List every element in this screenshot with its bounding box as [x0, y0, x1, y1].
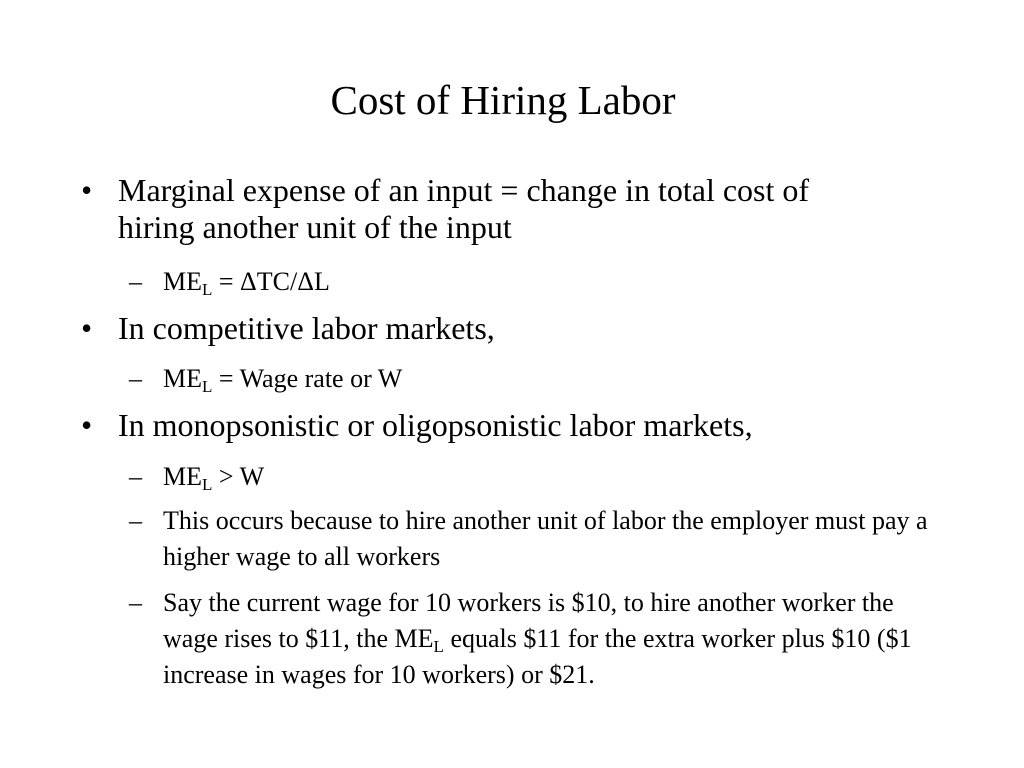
text-prefix: Say the current wage for 10 workers is $10, to hire another worker the wage rises to $11, the ME [163, 588, 894, 653]
slide-title: Cost of Hiring Labor [330, 77, 676, 123]
subscript: L [202, 475, 213, 494]
bullet-item [81, 310, 878, 347]
dash-marker: – [129, 267, 142, 296]
sub-bullet-item [129, 264, 933, 300]
bullet-text: Marginal expense of an input = change in total cost of hiring another unit of the input [118, 172, 810, 245]
formula-suffix: = ΔTC/ΔL [212, 267, 330, 296]
formula-prefix: ME [163, 462, 202, 491]
dash-marker: – [129, 364, 142, 393]
text-suffix: equals $11 for the extra worker plus $10 ($1 increase in wages for 10 workers) or $21. [163, 624, 912, 689]
formula-text [163, 267, 330, 299]
subscript: L [202, 377, 213, 396]
subscript: L [202, 280, 213, 299]
sub-bullet-text [163, 588, 912, 689]
bullet-text: In monopsonistic or oligopsonistic labor markets, [118, 407, 753, 443]
formula-suffix: > W [212, 462, 265, 491]
formula-prefix: ME [163, 364, 202, 393]
formula-text [163, 462, 265, 494]
bullet-marker: • [81, 172, 93, 208]
sub-bullet-item [129, 585, 933, 693]
sub-bullet-item [129, 503, 933, 575]
formula-prefix: ME [163, 267, 202, 296]
dash-marker: – [129, 506, 142, 535]
bullet-item [81, 172, 878, 246]
formula-text [163, 364, 403, 396]
subscript: L [433, 637, 444, 656]
formula-suffix: = Wage rate or W [212, 364, 403, 393]
bullet-marker: • [81, 407, 93, 443]
bullet-item [81, 407, 878, 444]
bullet-text: In competitive labor markets, [118, 310, 495, 346]
dash-marker: – [129, 588, 142, 617]
sub-bullet-item [129, 459, 933, 495]
bullet-marker: • [81, 310, 93, 346]
sub-bullet-text: This occurs because to hire another unit of labor the employer must pay a higher wage to all workers [163, 506, 928, 571]
dash-marker: – [129, 462, 142, 491]
sub-bullet-item [129, 361, 933, 397]
